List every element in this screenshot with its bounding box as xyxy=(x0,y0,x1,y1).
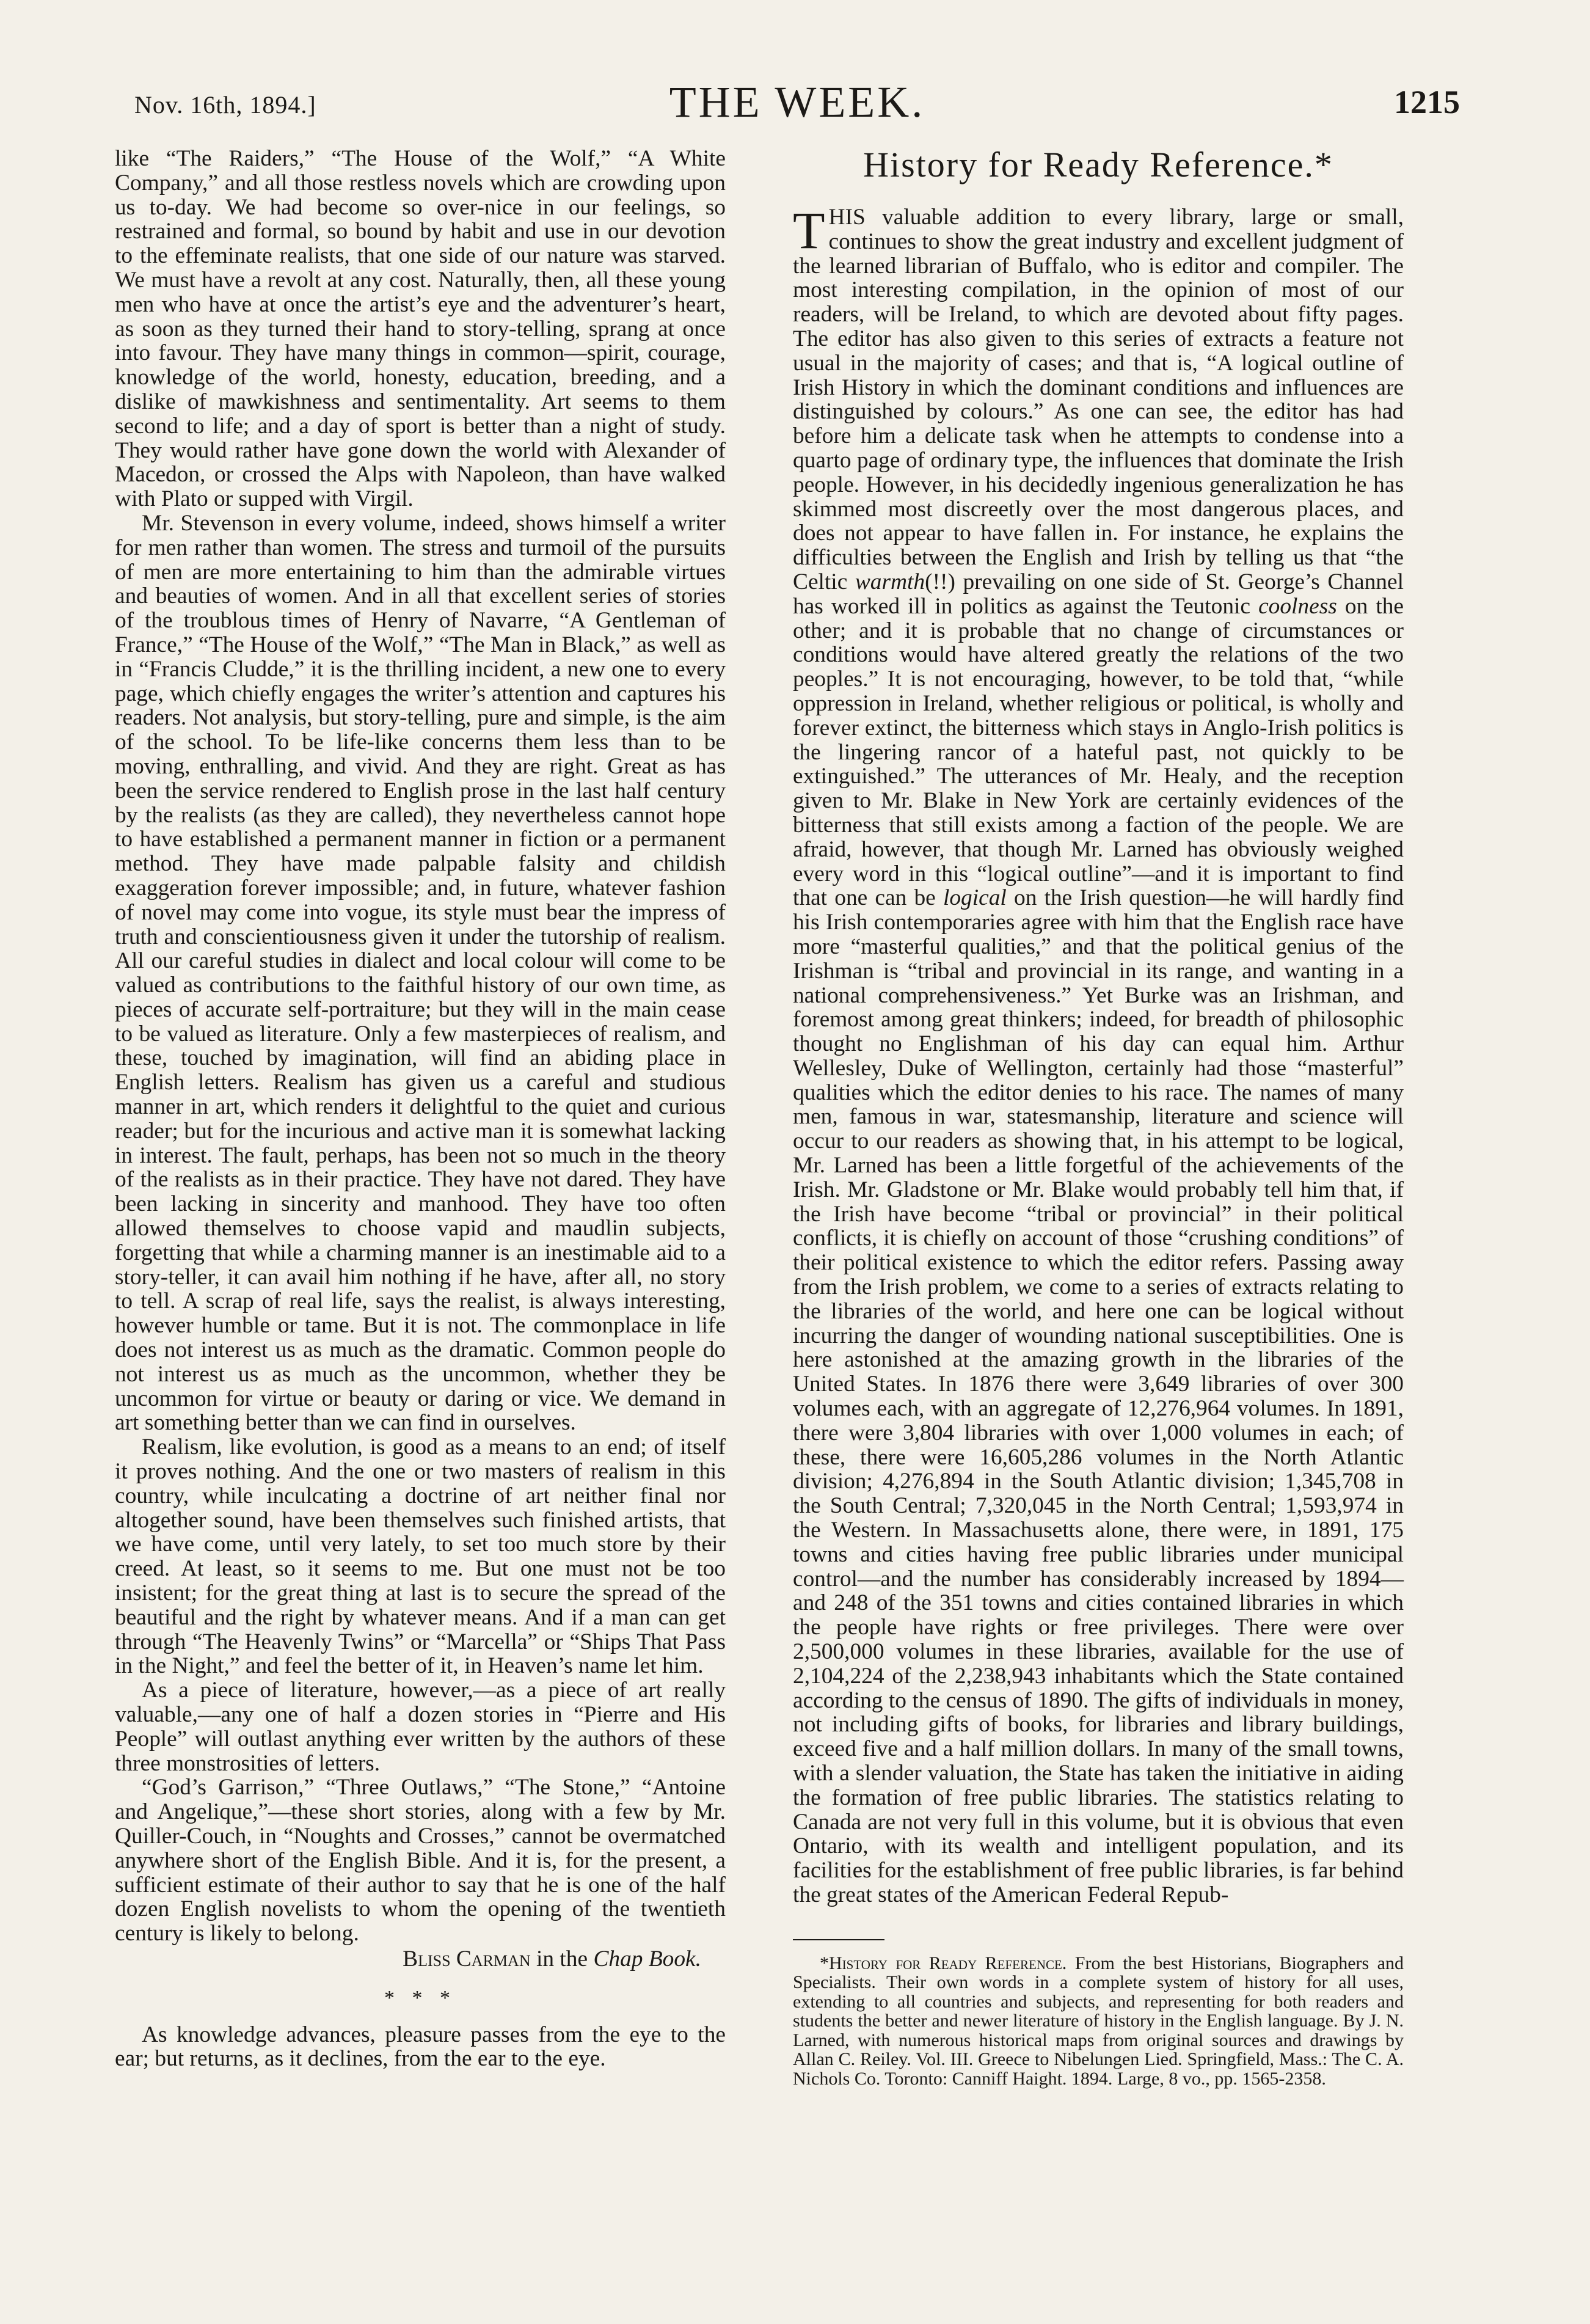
signature xyxy=(115,1947,726,1971)
drop-cap: T xyxy=(793,201,825,260)
body-text: (!!) prevailing on one side of St. George’s Channel has worked ill in politics as against the Teutonic xyxy=(793,569,1404,619)
signature-name: Bliss Carman xyxy=(403,1946,531,1971)
right-column xyxy=(793,147,1404,2088)
footnote xyxy=(793,1954,1404,2089)
footnote-rule xyxy=(793,1939,884,1940)
paragraph: Realism, like evolution, is good as a means to an end; of itself it proves nothing. And the one or two masters of realism in this country, while inculcating a doctrine of art neither final nor altogether sound, have been themselves such finished artists, that we have come, until very lately, to set too much store by their creed. At least, so it seems to me. But one must not be too insistent; for the great thing at last is to secure the spread of the beautiful and the right by whatever means. And if a man can get through “The Heavenly Twins” or “Marcella” or “Ships That Pass in the Night,” and feel the better of it, in Heaven’s name let him. xyxy=(115,1434,726,1679)
paragraph: Mr. Stevenson in every volume, indeed, shows himself a writer for men rather than women. The stress and turmoil of the pursuits of men are more entertaining to him than the admirable virtues and beauties of women. And in all that excellent series of stories of the troublous times of Henry of Navarre, “A Gentleman of France,” “The House of the Wolf,” “The Man in Black,” as well as in “Francis Cludde,” it is the thrilling incident, a new one to every page, which chiefly engages the writer’s attention and captures his readers. Not analysis, but story-telling, pure and simple, is the aim of the school. To be life-like concerns them less than to be moving, enthralling, and vivid. And they are right. Great as has been the service rendered to English prose in the last half century by the realists (as they are called), they nevertheless cannot hope to have established a permanent manner in fiction or a permanent method. They have made palpable falsity and childish exaggeration forever impossible; and, in future, whatever fashion of novel may come into vogue, its style must bear the impress of truth and conscientiousness given it under the tutorship of realism. All our careful studies in dialect and local colour will come to be valued as contributions to the faithful history of our own time, as pieces of accurate self-portraiture; but they will in the main cease to be valued as literature. Only a few masterpieces of realism, and these, touched by imagination, will find an abiding place in English letters. Realism has given us a careful and studious manner in art, which renders it delightful to the quiet and curious reader; but for the incurious and active man it is somewhat lacking in interest. The fault, perhaps, has been not so much in the theory of the realists as in their practice. They have not dared. They have been lacking in sincerity and manhood. They have too often allowed themselves to choose vapid and maudlin subjects, forgetting that while a charming manner is an inestimable aid to a story-teller, it can avail him nothing if he have, after all, no story to tell. A scrap of real life, says the realist, is always interesting, however humble or tame. But it is not. The commonplace in life does not interest us as much as the dramatic. Common people do not interest us as much as the uncommon, whether they be uncommon for virtue or beauty or daring or vice. We demand in art something better than we can find in ourselves. xyxy=(115,510,726,1436)
footnote-lead: *History for Ready Reference. xyxy=(820,1953,1067,1973)
signature-in: in the xyxy=(536,1946,588,1971)
paragraph: As a piece of literature, however,—as a piece of art really valuable,—any one of half a dozen stories in “Pierre and His People” will outlast anything ever written by the authors of these three monstrosities of letters. xyxy=(115,1678,726,1776)
section-separator: * * * xyxy=(384,1986,456,2009)
body-text: on the Irish question—he will hardly find his Irish contemporaries agree with him that the English race have more “masterful qualities,” and that the political genius of the Irishman is “tribal and provincial in its range, and wanting in a national comprehensiveness.” Yet Burke was an Irishman, and foremost among great thinkers; indeed, for breadth of philosophic thought no Englishman of his day can equal him. Arthur Wellesley, Duke of Wellington, certainly had those “masterful” qualities which the editor denies to his race. The names of many men, famous in war, statesmanship, literature and science will occur to our readers as showing that, in his attempt to be logical, Mr. Larned has been a little forgetful of the achievements of the Irish. Mr. Gladstone or Mr. Blake would probably tell him that, if the Irish have become “tribal or provincial” in their political conflicts, it is chiefly on account of those “crushing conditions” of their political existence to which the editor refers. Passing away from the Irish problem, we come to a series of extracts relating to the libraries of the world, and here one can be logical without incurring the danger of wounding national susceptibilities. One is here astonished at the amazing growth in the libraries of the United States. In 1876 there were 3,649 libraries of over 300 volumes each, with an aggregate of 12,276,964 volumes. In 1891, there were 3,804 libraries with over 1,000 volumes in each; of these, there were 16,605,286 volumes in the North Atlantic division; 4,276,894 in the South Atlantic division; 1,345,708 in the South Central; 7,320,045 in the North Central; 1,593,974 in the Western. In Massachusetts alone, there were, in 1891, 175 towns and cities having free public libraries under municipal control—and the number has considerably increased by 1894—and 248 of the 351 towns and cities contained libraries in which the people have rights or free privileges. There were over 2,500,000 volumes in these libraries, available for the use of 2,104,224 of the 2,238,943 inhabitants which the State contained according to the census of 1890. The gifts of individuals in money, not including gifts of books, for libraries and library buildings, exceed five and a half million dollars. In many of the small towns, with a slender valuation, the State has taken the initiative in aiding the formation of free public libraries. The statistics relating to Canada are not very full in this volume, but it is obvious that even Ontario, with its wealth and intelligent population, and its facilities for the establishment of free public libraries, is far behind the great states of the American Federal Repub- xyxy=(793,885,1404,1907)
masthead-title: THE WEEK. xyxy=(669,78,925,126)
emphasis-warmth: warmth xyxy=(855,569,925,594)
article-body xyxy=(793,201,1404,1907)
body-text: on the other; and it is probable that no change of circumstances or conditions would have altered greatly the relations of the two peoples.” It is not encouraging, however, to be told that, “while oppression in Ireland, whether religious or political, is wholly and forever extinct, the bitterness which stays in Anglo-Irish politics is the lingering rancor of a hateful past, not quickly to be extinguished.” The utterances of Mr. Healy, and the reception given to Mr. Blake in New York are certainly evidences of the bitterness that still exists among a faction of the people. We are afraid, however, that though Mr. Larned has obviously weighed every word in this “logical outline”—and it is important to find that one can be xyxy=(793,593,1404,911)
footnote-body: From the best Historians, Biographers and Specialists. Their own words in a complete system of history for all uses, extending to all countries and subjects, and representing for both readers and students the better and newer literature of history in the English language. By J. N. Larned, with numerous historical maps from original sources and drawings by Allan C. Reiley. Vol. III. Greece to Nibelungen Lied. Springfield, Mass.: The C. A. Nichols Co. Toronto: Canniff Haight. 1894. Large, 8 vo., pp. 1565-2358. xyxy=(793,1953,1404,2089)
emphasis-logical: logical xyxy=(943,885,1007,911)
emphasis-coolness: coolness xyxy=(1258,593,1337,619)
paragraph: As knowledge advances, pleasure passes from the eye to the ear; but returns, as it declines, from the ear to the eye. xyxy=(115,2022,726,2072)
left-column xyxy=(115,147,726,2071)
issue-date: Nov. 16th, 1894.] xyxy=(134,91,316,119)
page-number: 1215 xyxy=(1394,84,1460,120)
paragraph: “God’s Garrison,” “Three Outlaws,” “The Stone,” “Antoine and Angelique,”—these short stories, along with a few by Mr. Quiller-Couch, in “Noughts and Crosses,” cannot be overmatched anywhere short of the English Bible. And it is, for the present, a sufficient estimate of their author to say that he is one of the half dozen English novelists to whom the opening of the twentieth century is likely to belong. xyxy=(115,1775,726,1946)
body-text: HIS valuable addition to every library, large or small, continues to show the great industry and excellent judgment of the learned librarian of Buffalo, who is editor and compiler. The most interesting compilation, in the opinion of most of our readers, will be Ireland, to which are devoted about fifty pages. The editor has also given to this series of extracts a feature not usual in the majority of cases; and that is, “A logical outline of Irish History in which the dominant conditions and influences are distinguished by colours.” As one can see, the editor has had before him a delicate task when he attempts to condense into a quarto page of ordinary type, the influences that dominate the Irish people. However, in his decidedly ingenious generalization he has skimmed most discreetly over the most dangerous places, and does not appear to have fallen in. For instance, he explains the difficulties between the English and Irish by telling us that “the Celtic xyxy=(793,205,1404,594)
page-header xyxy=(134,72,1460,139)
article-title: History for Ready Reference.* xyxy=(863,145,1333,185)
signature-source: Chap Book. xyxy=(593,1946,701,1971)
paragraph: like “The Raiders,” “The House of the Wolf,” “A White Company,” and all those restless novels which are crowding upon us to-day. We had become so over-nice in our feelings, so restrained and formal, so bound by habit and use in our devotion to the effeminate realists, that one side of our nature was starved. We must have a revolt at any cost. Naturally, then, all these young men who have at once the artist’s eye and the adventurer’s heart, as soon as they turned their hand to story-telling, sprang at once into favour. They have many things in common—spirit, courage, knowledge of the world, honesty, education, breeding, and a dislike of mawkishness and sentimentality. Art seems to them second to life; and a day of sport is better than a night of study. They would rather have gone down the world with Alexander of Macedon, or crossed the Alps with Napoleon, than have walked with Plato or supped with Virgil. xyxy=(115,146,726,512)
